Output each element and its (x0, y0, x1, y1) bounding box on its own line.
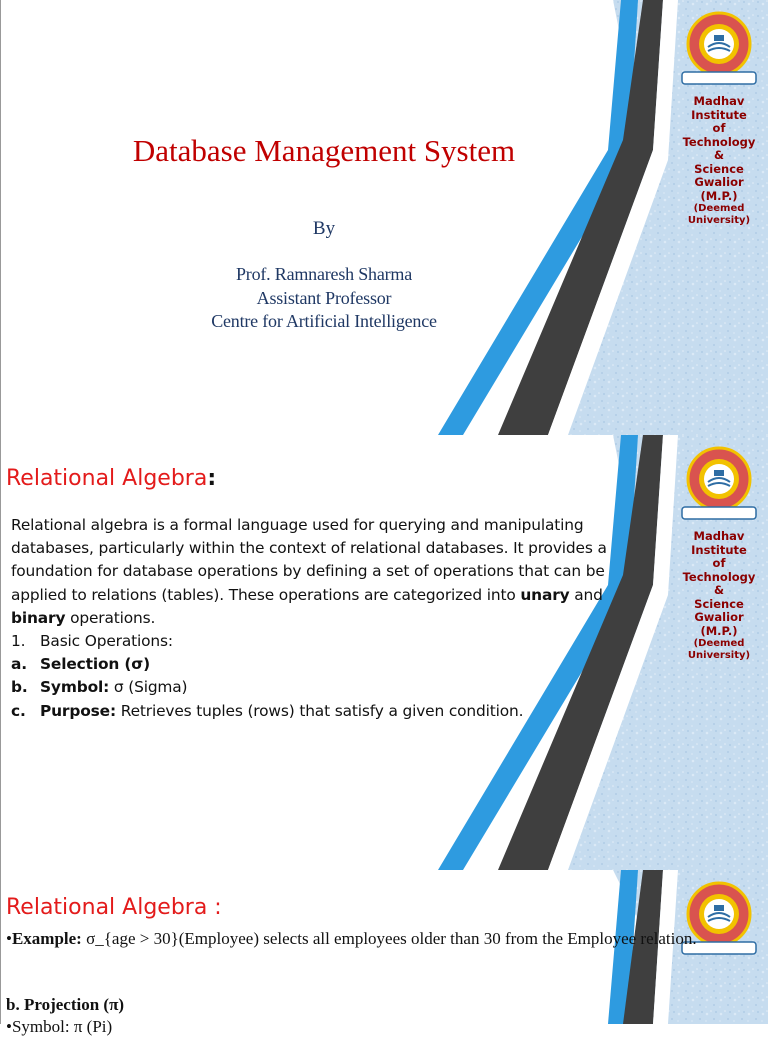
logo-line: University) (687, 650, 751, 661)
logo-line: Science (694, 596, 744, 611)
list-bold: Symbol: (40, 678, 110, 697)
list-bold: Selection (σ) (40, 655, 150, 674)
list-bold: Purpose: (40, 701, 116, 720)
logo-line: of (712, 556, 726, 570)
example-label: Example: (11, 929, 82, 948)
section-heading (6, 466, 216, 491)
emblem-icon (676, 445, 762, 525)
example-text: σ_{age > 30}(Employee) selects all employees older than 30 from the Employee relation. (81, 929, 697, 948)
list-text: Retrieves tuples (rows) that satisfy a given condition. (115, 701, 524, 720)
list-marker: b. (11, 678, 28, 697)
logo-line: Science (694, 161, 744, 176)
list-marker: 1. (11, 632, 26, 650)
section-heading-text: Relational Algebra (6, 466, 208, 491)
list-marker: c. (11, 701, 26, 720)
para-binary: binary (11, 608, 66, 627)
author-dept: Centre for Artificial Intelligence (211, 311, 437, 331)
para-and: and (569, 585, 603, 604)
logo-line: (Deemed (693, 638, 745, 649)
logo-line: Institute (691, 107, 747, 122)
para-unary: unary (520, 585, 570, 604)
projection-heading: b. Projection (π) (6, 995, 125, 1014)
para-end: operations. (65, 608, 156, 627)
operations-list (11, 630, 523, 723)
list-item (11, 653, 523, 676)
slide-title-heading: Database Management System (132, 133, 516, 168)
list-item (11, 630, 523, 653)
list-marker: a. (11, 655, 27, 674)
logo-line: (Deemed (693, 203, 745, 214)
slide-title (0, 0, 768, 435)
cut-off-line: •Symbol: π (Pi) (6, 1017, 113, 1036)
logo-line: University) (687, 215, 751, 226)
emblem-icon (676, 10, 762, 90)
logo-line: of (712, 121, 726, 135)
section-heading-colon: : (207, 466, 217, 491)
logo-line: & (713, 583, 725, 597)
institute-logo (674, 445, 764, 662)
logo-line: Technology (682, 134, 756, 149)
logo-line: Madhav (693, 529, 745, 543)
logo-line: Madhav (693, 94, 745, 108)
logo-line: Institute (691, 542, 747, 557)
list-text: Basic Operations: (40, 632, 173, 650)
section-heading (6, 895, 222, 920)
logo-line: Gwalior (M.P.) (694, 175, 744, 203)
author-block (0, 263, 648, 334)
logo-line: & (713, 148, 725, 162)
author-role: Assistant Professor (256, 287, 392, 308)
logo-line: Gwalior (M.P.) (694, 610, 744, 638)
list-text: σ (Sigma) (109, 678, 188, 697)
institute-logo (674, 10, 764, 227)
intro-paragraph (11, 514, 611, 630)
by-label: By (312, 218, 336, 239)
institute-logo (674, 880, 764, 965)
section-heading-text: Relational Algebra : (6, 895, 222, 920)
list-item (11, 676, 523, 699)
example-paragraph (6, 927, 746, 950)
author-name: Prof. Ramnaresh Sharma (235, 264, 413, 284)
para-text: Relational algebra is a formal language used for querying and manipulating databases, particularly within the context of relational databases. It provides a foundation for database operations by defining a set of operations that can be applied to relations (tables). These operations are categorized into (11, 516, 607, 604)
list-item (11, 700, 523, 723)
bullet: • (6, 929, 12, 948)
logo-line: Technology (682, 569, 756, 584)
